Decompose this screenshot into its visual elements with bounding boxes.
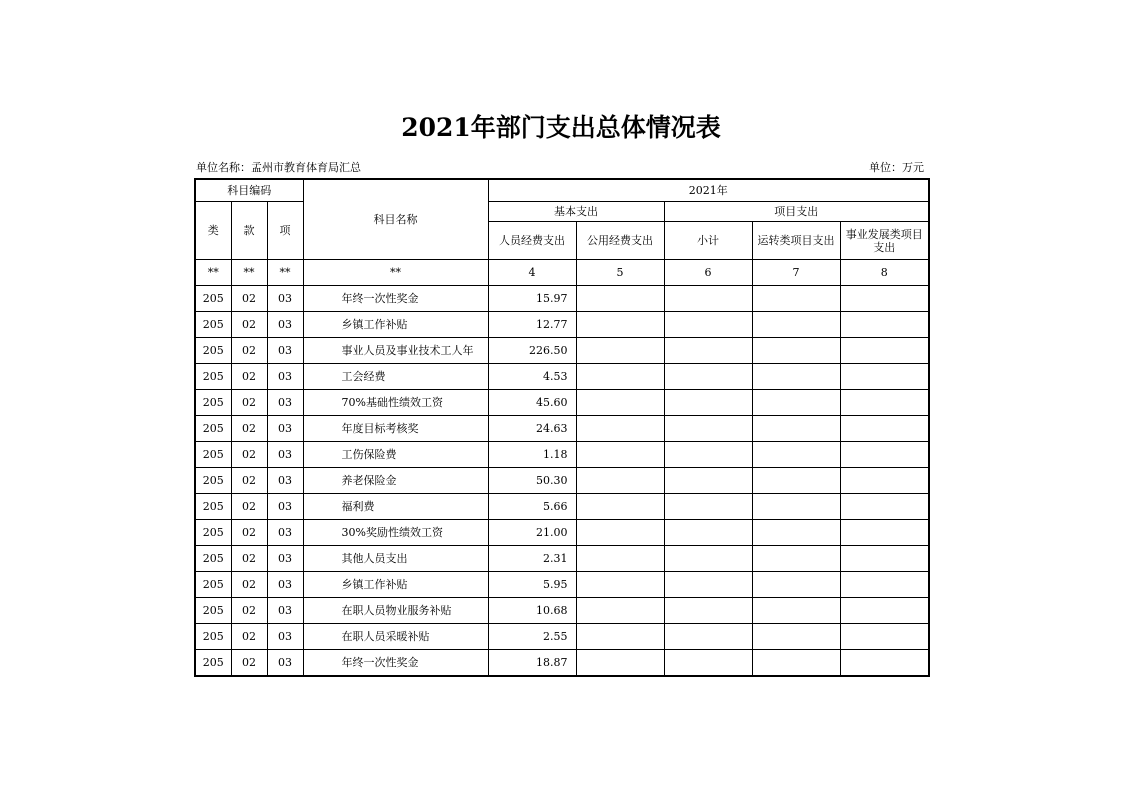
- cell-kuan: 02: [231, 390, 267, 416]
- table-row: [195, 390, 929, 416]
- unit-label: 单位：万元: [869, 161, 924, 174]
- cell-operation-project: [752, 546, 840, 572]
- cell-development-project: [840, 312, 929, 338]
- cell-xiang: 03: [267, 312, 303, 338]
- cell-lei: 205: [195, 624, 231, 650]
- header-kuan: 款: [231, 202, 267, 260]
- cell-development-project: [840, 494, 929, 520]
- cell-kuan: 02: [231, 286, 267, 312]
- cell-kuan: 02: [231, 546, 267, 572]
- cell-development-project: [840, 416, 929, 442]
- cell-operation-project: [752, 416, 840, 442]
- cell-lei: 205: [195, 494, 231, 520]
- table-row: [195, 312, 929, 338]
- code-cell: **: [303, 260, 488, 286]
- cell-operation-project: [752, 286, 840, 312]
- cell-development-project: [840, 390, 929, 416]
- cell-personnel: 45.60: [488, 390, 576, 416]
- unit-name-label: 单位名称：孟州市教育体育局汇总: [196, 161, 361, 174]
- table-row: [195, 286, 929, 312]
- cell-subtotal: [664, 442, 752, 468]
- cell-xiang: 03: [267, 286, 303, 312]
- table-row: [195, 442, 929, 468]
- cell-development-project: [840, 442, 929, 468]
- cell-public: [576, 546, 664, 572]
- cell-operation-project: [752, 572, 840, 598]
- header-subject-name: 科目名称: [303, 179, 488, 260]
- cell-subtotal: [664, 338, 752, 364]
- cell-operation-project: [752, 520, 840, 546]
- header-year: 2021年: [488, 179, 929, 202]
- header-xiang: 项: [267, 202, 303, 260]
- cell-subtotal: [664, 416, 752, 442]
- header-development-project: 事业发展类项目支出: [840, 222, 929, 260]
- cell-public: [576, 572, 664, 598]
- cell-subtotal: [664, 650, 752, 677]
- cell-subtotal: [664, 468, 752, 494]
- cell-personnel: 15.97: [488, 286, 576, 312]
- cell-subject-name: 事业人员及事业技术工人年: [303, 338, 488, 364]
- code-cell: 5: [576, 260, 664, 286]
- cell-personnel: 10.68: [488, 598, 576, 624]
- cell-xiang: 03: [267, 546, 303, 572]
- cell-development-project: [840, 598, 929, 624]
- cell-subject-name: 年度目标考核奖: [303, 416, 488, 442]
- cell-lei: 205: [195, 390, 231, 416]
- cell-subject-name: 在职人员采暖补贴: [303, 624, 488, 650]
- cell-subtotal: [664, 286, 752, 312]
- code-cell: 4: [488, 260, 576, 286]
- cell-development-project: [840, 624, 929, 650]
- cell-public: [576, 650, 664, 677]
- cell-xiang: 03: [267, 572, 303, 598]
- cell-personnel: 2.31: [488, 546, 576, 572]
- expenditure-table: [194, 178, 930, 677]
- cell-personnel: 18.87: [488, 650, 576, 677]
- cell-subject-name: 乡镇工作补贴: [303, 312, 488, 338]
- cell-kuan: 02: [231, 338, 267, 364]
- cell-subtotal: [664, 546, 752, 572]
- cell-operation-project: [752, 312, 840, 338]
- table-row: [195, 468, 929, 494]
- cell-subtotal: [664, 312, 752, 338]
- cell-lei: 205: [195, 546, 231, 572]
- cell-operation-project: [752, 468, 840, 494]
- cell-personnel: 4.53: [488, 364, 576, 390]
- header-personnel: 人员经费支出: [488, 222, 576, 260]
- cell-kuan: 02: [231, 364, 267, 390]
- cell-lei: 205: [195, 364, 231, 390]
- cell-kuan: 02: [231, 312, 267, 338]
- code-cell: **: [195, 260, 231, 286]
- code-cell: **: [267, 260, 303, 286]
- cell-kuan: 02: [231, 572, 267, 598]
- cell-xiang: 03: [267, 442, 303, 468]
- header-lei: 类: [195, 202, 231, 260]
- cell-kuan: 02: [231, 494, 267, 520]
- code-cell: 7: [752, 260, 840, 286]
- header-subject-code: 科目编码: [195, 179, 303, 202]
- cell-subject-name: 年终一次性奖金: [303, 286, 488, 312]
- cell-xiang: 03: [267, 624, 303, 650]
- cell-public: [576, 416, 664, 442]
- table-row: [195, 416, 929, 442]
- cell-operation-project: [752, 390, 840, 416]
- cell-lei: 205: [195, 312, 231, 338]
- cell-xiang: 03: [267, 416, 303, 442]
- cell-operation-project: [752, 650, 840, 677]
- header-project-expense: 项目支出: [664, 202, 929, 222]
- cell-operation-project: [752, 364, 840, 390]
- cell-development-project: [840, 546, 929, 572]
- cell-xiang: 03: [267, 390, 303, 416]
- cell-subject-name: 年终一次性奖金: [303, 650, 488, 677]
- table-row: [195, 624, 929, 650]
- cell-lei: 205: [195, 286, 231, 312]
- cell-xiang: 03: [267, 598, 303, 624]
- cell-public: [576, 364, 664, 390]
- cell-kuan: 02: [231, 416, 267, 442]
- cell-xiang: 03: [267, 468, 303, 494]
- cell-development-project: [840, 364, 929, 390]
- cell-subtotal: [664, 364, 752, 390]
- cell-subject-name: 工伤保险费: [303, 442, 488, 468]
- cell-development-project: [840, 650, 929, 677]
- cell-subject-name: 在职人员物业服务补贴: [303, 598, 488, 624]
- cell-subject-name: 其他人员支出: [303, 546, 488, 572]
- cell-operation-project: [752, 442, 840, 468]
- cell-personnel: 5.95: [488, 572, 576, 598]
- cell-lei: 205: [195, 338, 231, 364]
- cell-subject-name: 30%奖励性绩效工资: [303, 520, 488, 546]
- header-subtotal: 小计: [664, 222, 752, 260]
- cell-development-project: [840, 338, 929, 364]
- cell-subtotal: [664, 598, 752, 624]
- cell-lei: 205: [195, 442, 231, 468]
- cell-public: [576, 338, 664, 364]
- cell-personnel: 24.63: [488, 416, 576, 442]
- cell-development-project: [840, 468, 929, 494]
- cell-development-project: [840, 286, 929, 312]
- cell-personnel: 12.77: [488, 312, 576, 338]
- cell-xiang: 03: [267, 650, 303, 677]
- cell-personnel: 5.66: [488, 494, 576, 520]
- cell-subject-name: 乡镇工作补贴: [303, 572, 488, 598]
- code-row: [195, 260, 929, 286]
- cell-lei: 205: [195, 520, 231, 546]
- cell-public: [576, 624, 664, 650]
- cell-xiang: 03: [267, 338, 303, 364]
- cell-personnel: 226.50: [488, 338, 576, 364]
- table-row: [195, 494, 929, 520]
- code-cell: 8: [840, 260, 929, 286]
- cell-kuan: 02: [231, 650, 267, 677]
- cell-subject-name: 70%基础性绩效工资: [303, 390, 488, 416]
- table-row: [195, 546, 929, 572]
- cell-public: [576, 598, 664, 624]
- cell-xiang: 03: [267, 494, 303, 520]
- header-basic-expense: 基本支出: [488, 202, 664, 222]
- cell-operation-project: [752, 338, 840, 364]
- cell-subtotal: [664, 520, 752, 546]
- cell-xiang: 03: [267, 520, 303, 546]
- cell-operation-project: [752, 598, 840, 624]
- cell-lei: 205: [195, 598, 231, 624]
- cell-public: [576, 442, 664, 468]
- cell-lei: 205: [195, 650, 231, 677]
- header-operation-project: 运转类项目支出: [752, 222, 840, 260]
- table-row: [195, 364, 929, 390]
- cell-personnel: 21.00: [488, 520, 576, 546]
- code-cell: 6: [664, 260, 752, 286]
- cell-subject-name: 养老保险金: [303, 468, 488, 494]
- cell-lei: 205: [195, 572, 231, 598]
- cell-public: [576, 494, 664, 520]
- table-row: [195, 572, 929, 598]
- cell-operation-project: [752, 494, 840, 520]
- cell-kuan: 02: [231, 468, 267, 494]
- cell-kuan: 02: [231, 520, 267, 546]
- cell-operation-project: [752, 624, 840, 650]
- cell-public: [576, 390, 664, 416]
- cell-kuan: 02: [231, 598, 267, 624]
- cell-public: [576, 520, 664, 546]
- cell-lei: 205: [195, 416, 231, 442]
- cell-subject-name: 工会经费: [303, 364, 488, 390]
- page-title: 2021年部门支出总体情况表: [401, 113, 721, 142]
- cell-kuan: 02: [231, 442, 267, 468]
- cell-public: [576, 312, 664, 338]
- cell-subtotal: [664, 390, 752, 416]
- table-row: [195, 338, 929, 364]
- cell-development-project: [840, 520, 929, 546]
- cell-xiang: 03: [267, 364, 303, 390]
- header-public: 公用经费支出: [576, 222, 664, 260]
- cell-personnel: 50.30: [488, 468, 576, 494]
- cell-kuan: 02: [231, 624, 267, 650]
- cell-subtotal: [664, 572, 752, 598]
- cell-subtotal: [664, 624, 752, 650]
- cell-subject-name: 福利费: [303, 494, 488, 520]
- cell-subtotal: [664, 494, 752, 520]
- table-row: [195, 520, 929, 546]
- cell-development-project: [840, 572, 929, 598]
- cell-personnel: 2.55: [488, 624, 576, 650]
- code-cell: **: [231, 260, 267, 286]
- cell-personnel: 1.18: [488, 442, 576, 468]
- cell-public: [576, 468, 664, 494]
- table-row: [195, 598, 929, 624]
- cell-public: [576, 286, 664, 312]
- table-row: [195, 650, 929, 677]
- cell-lei: 205: [195, 468, 231, 494]
